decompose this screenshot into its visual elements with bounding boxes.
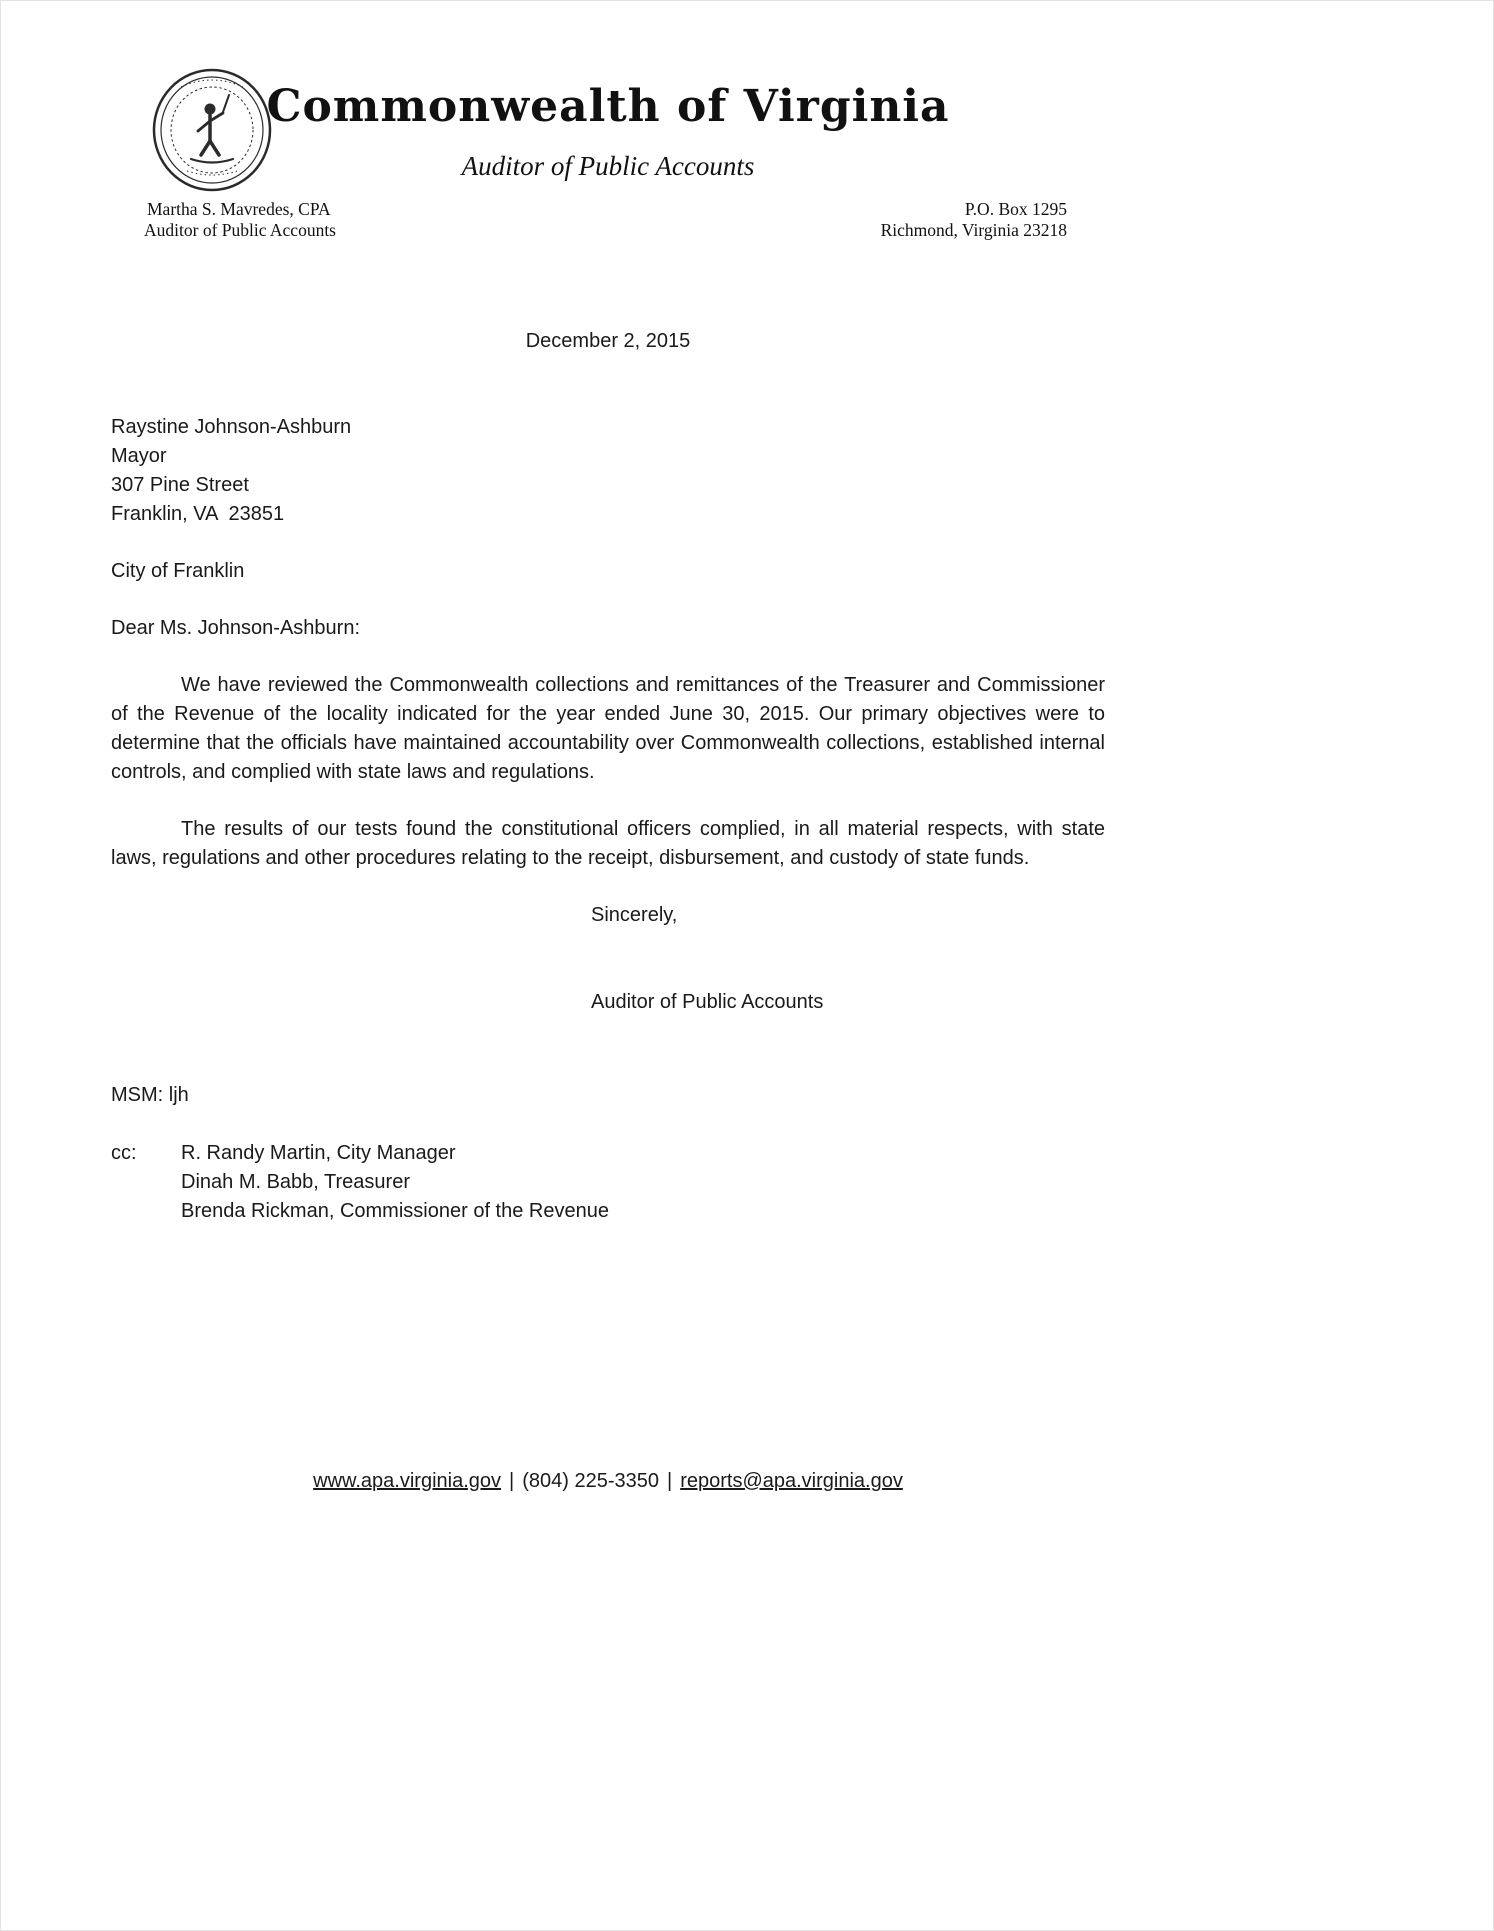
letter-body bbox=[111, 327, 1105, 1226]
letterhead-city-state-zip: Richmond, Virginia 23218 bbox=[880, 220, 1067, 240]
recipient-street: 307 Pine Street bbox=[111, 474, 249, 496]
recipient-city-state-zip: Franklin, VA 23851 bbox=[111, 503, 285, 525]
website-link[interactable]: www.apa.virginia.gov bbox=[313, 1470, 502, 1492]
cc-item: Dinah M. Babb, Treasurer bbox=[181, 1171, 410, 1193]
reference-initials: MSM: ljh bbox=[111, 1084, 189, 1106]
letterhead-address-block bbox=[881, 199, 1067, 241]
letterhead-org-name: Commonwealth of Virginia bbox=[266, 81, 950, 132]
po-box: P.O. Box 1295 bbox=[964, 199, 1067, 219]
cc-item: Brenda Rickman, Commissioner of the Revenue bbox=[181, 1200, 609, 1222]
letterhead-subtitle: Auditor of Public Accounts bbox=[461, 151, 755, 181]
letterhead-official-block bbox=[144, 199, 336, 241]
body-paragraph-2: The results of our tests found the constitutional officers complied, in all material respects, with state laws, regulations and other procedures relating to the receipt, disbursement, and custody of state funds. bbox=[111, 818, 1105, 869]
letter-date: December 2, 2015 bbox=[525, 330, 691, 352]
cc-item: R. Randy Martin, City Manager bbox=[181, 1142, 456, 1164]
cc-block bbox=[111, 1139, 1105, 1226]
recipient-name: Raystine Johnson-Ashburn bbox=[111, 416, 352, 438]
footer-separator: | bbox=[509, 1470, 515, 1492]
recipient-block bbox=[111, 413, 1105, 529]
official-name: Martha S. Mavredes, CPA bbox=[147, 199, 331, 219]
salutation: Dear Ms. Johnson-Ashburn: bbox=[111, 617, 361, 639]
recipient-title: Mayor bbox=[111, 445, 167, 467]
cc-label: cc: bbox=[111, 1142, 137, 1164]
closing-line: Sincerely, bbox=[591, 904, 678, 926]
cc-list bbox=[181, 1139, 1105, 1226]
phone-number: (804) 225-3350 bbox=[522, 1470, 659, 1492]
page-footer bbox=[111, 1467, 1105, 1496]
official-title: Auditor of Public Accounts bbox=[144, 220, 336, 240]
email-link[interactable]: reports@apa.virginia.gov bbox=[680, 1470, 903, 1492]
footer-separator: | bbox=[667, 1470, 673, 1492]
signature-title: Auditor of Public Accounts bbox=[591, 991, 824, 1013]
body-paragraph-1: We have reviewed the Commonwealth collections and remittances of the Treasurer and Commissioner of the Revenue of the locality indicated for the year ended June 30, 2015. Our primary objectives were to determine that the officials have maintained accountability over Commonwealth collections, established internal controls, and complied with state laws and regulations. bbox=[111, 674, 1105, 783]
locality-line: City of Franklin bbox=[111, 560, 245, 582]
